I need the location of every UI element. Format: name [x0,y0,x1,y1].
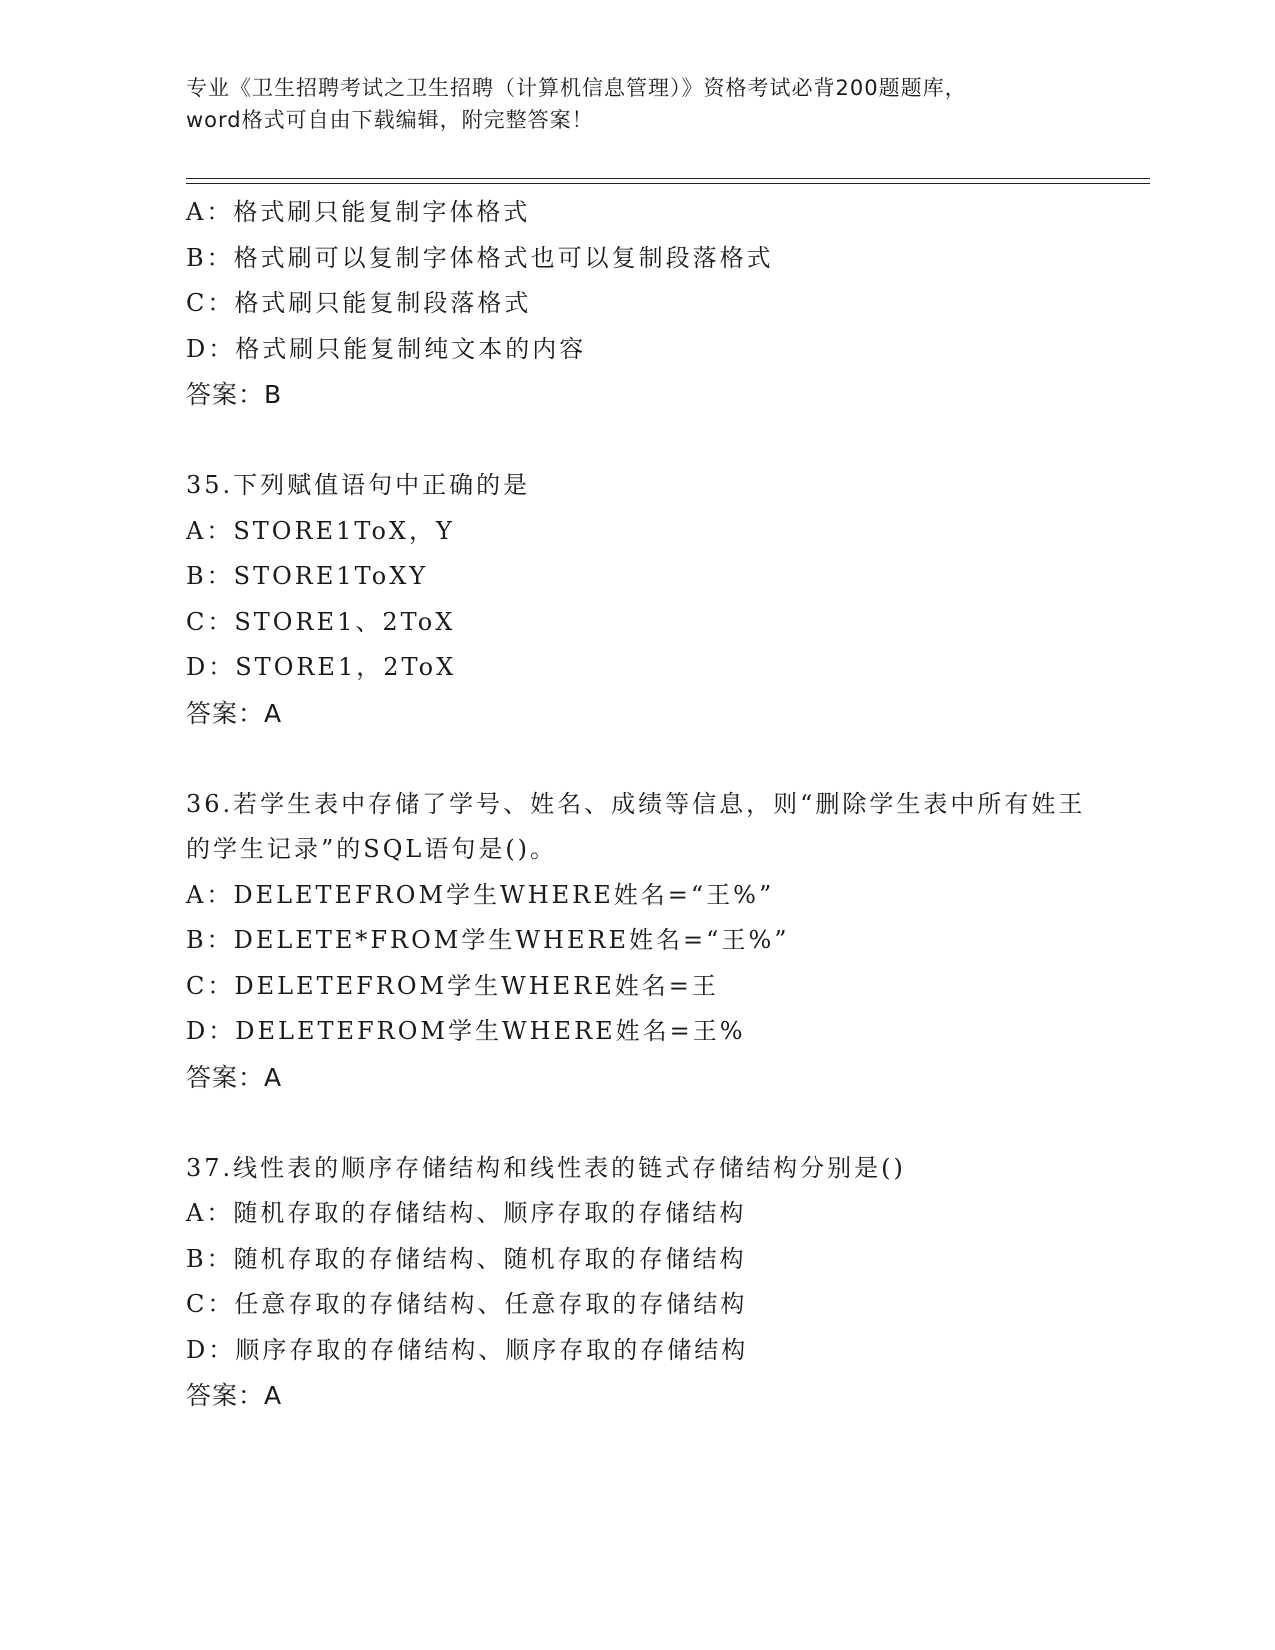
header-line-1: 专业《卫生招聘考试之卫生招聘（计算机信息管理）》资格考试必背200题题库， [186,76,967,100]
answer: 答案：A [186,1381,283,1410]
question-list [186,190,1146,1419]
option-a: A：DELETEFROM学生WHERE姓名=“王%” [186,880,775,909]
option-d: D：顺序存取的存储结构、顺序存取的存储结构 [186,1335,749,1364]
header-line-2: word格式可自由下载编辑，附完整答案！ [186,108,594,132]
spacer [186,1100,1146,1146]
answer: 答案：A [186,1062,283,1092]
header-rule-bottom [186,183,1150,184]
option-d: D：STORE1，2ToX [186,653,457,681]
option-c: C：任意存取的存储结构、任意存取的存储结构 [186,1290,748,1318]
spacer [186,418,1146,464]
question-34-continued [186,190,1146,418]
option-a: A：STORE1ToX，Y [186,516,455,545]
option-c: C：格式刷只能复制段落格式 [186,289,532,317]
question-stem: 35.下列赋值语句中正确的是 [186,471,531,499]
option-b: B：STORE1ToXY [186,562,429,590]
option-c: C：STORE1、2ToX [186,607,456,636]
option-b: B：DELETE*FROM学生WHERE姓名=“王%” [186,926,790,954]
spacer [186,736,1146,782]
question-36 [186,782,1146,1101]
option-b: B：随机存取的存储结构、随机存取的存储结构 [186,1244,747,1273]
option-d: D：格式刷只能复制纯文本的内容 [186,334,587,363]
option-b: B：格式刷可以复制字体格式也可以复制段落格式 [186,243,774,272]
question-35 [186,463,1146,736]
header-rule-top [186,178,1150,179]
question-37 [186,1146,1146,1419]
answer: 答案：B [186,380,283,409]
question-stem: 37.线性表的顺序存储结构和线性表的链式存储结构分别是() [186,1153,906,1182]
option-a: A：随机存取的存储结构、顺序存取的存储结构 [186,1199,747,1227]
document-header [186,72,1086,136]
question-stem: 36.若学生表中存储了学号、姓名、成绩等信息，则“删除学生表中所有姓王的学生记录”的SQL语句是()。 [186,789,1086,863]
option-a: A：格式刷只能复制字体格式 [186,198,531,226]
answer: 答案：A [186,698,283,728]
option-d: D：DELETEFROM学生WHERE姓名=王% [186,1017,746,1045]
option-c: C：DELETEFROM学生WHERE姓名=王 [186,971,719,1000]
